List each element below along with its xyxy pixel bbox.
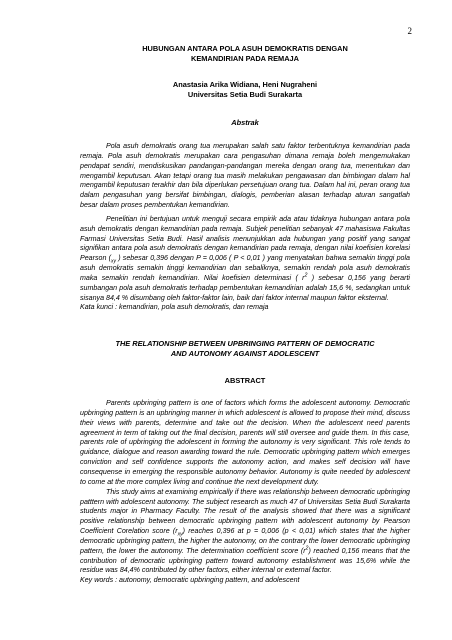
english-paragraph-1: Parents upbringing pattern is one of factors which forms the adolescent autonomy. Democratic upbringing pattern is an upbringing manner in which adolescent is allowed to propose their mind, discuss their views with parents, determine and take out the decision. When the adolescent need parents agreement in term of taking out the final decision, parents will still oversee and guide them. In this case, parents role of upbringing the adolescent in forming the autonomy is very significant. This role tends to guidance, dialogue and reason awarding toward the rule. Democratic upbringing pattern which emerges conviction and self confidence supports the autonomy action, and makes self decision will have consequense in emerging the responsible autonomy behavior. Autonomy is quite needed by adolescent to come at the more complex living and continue the next development duty.	[80, 399, 410, 486]
keywords: Key words : autonomy, democratic upbringing pattern, and adolescent	[80, 576, 300, 585]
authors: Anastasia Arika Widiana, Heni Nugraheni	[172, 80, 318, 90]
author-block	[80, 80, 410, 99]
english-p2-superscript: 2	[305, 545, 309, 552]
abstract-heading: Abstrak	[231, 118, 259, 128]
page-number: 2	[407, 26, 412, 36]
title-line-1: HUBUNGAN ANTARA POLA ASUH DEMOKRATIS DENGAN	[142, 44, 348, 53]
english-p2-part-b: ) reaches 0,396 at p = 0,006 (p < 0,01) which states that the higher democratic upbringing pattern, the higher the autonomy, on the contrary the lower democratic upbringing pattern, the lower the autonomy. The determination coefficient score (r	[80, 527, 410, 555]
paper-content	[80, 44, 410, 586]
abstrak-p2-part-c: ) sebesar 0,156 yang berarti sumbangan pola asuh demokratis terhadap pembentukan kemandirian adalah 15,6 %, sedangkan untuk sisanya 84,4 % disumbang oleh faktor-faktor lain, baik dari faktor internal maupun faktor eksternal.	[80, 273, 410, 302]
abstrak-p2-superscript: 2	[304, 272, 308, 279]
english-title-line-1: THE RELATIONSHIP BETWEEN UPBRINGING PATTERN OF DEMOCRATIC	[115, 339, 375, 349]
abstrak-body	[80, 142, 410, 313]
english-abstract-body	[80, 399, 410, 586]
english-title-line-2: AND AUTONOMY AGAINST ADOLESCENT	[170, 348, 320, 358]
english-title	[80, 339, 410, 358]
paper-title	[80, 44, 410, 63]
abstrak-p2-subscript: xy	[111, 258, 116, 265]
english-p2-subscript: xy	[177, 531, 183, 538]
abstrak-p2-part-b: ) sebesar 0,396 dengan P = 0,006 ( P < 0,01 ) yang menyatakan bahwa semakin tinggi pola asuh demokratis semakin tinggi kemandirian dan sebaliknya, semakin rendah pola asuh demokratis maka semakin rendah kemandirian. Nilai koefisien determinasi ( r	[80, 254, 410, 282]
english-paragraph-2	[80, 488, 410, 577]
english-p2-part-a: This study aims at examining empirically if there was relationship between democratic upbringing patttern with adolescent autonomy. The subject research as much 47 of Universitas Setia Budi Surakarta students major in Pharmacy Faculty. The result of the analysis showed that there was a significant positive relationship between democratic upbringing pattern with adolescent autonomy by Pearson Coefficient Corelation score (r	[80, 487, 410, 536]
english-abstract-heading: ABSTRACT	[224, 375, 266, 385]
affiliation: Universitas Setia Budi Surakarta	[187, 89, 303, 99]
abstrak-paragraph-1: Pola asuh demokratis orang tua merupakan salah satu faktor terbentuknya kemandirian pada remaja. Pola asuh demokratis merupakan cara pengasuhan dimana remaja boleh mengemukakan pendapat sendiri, mendiskusikan pandangan-pandangan mereka dengan orang tua, menentukan dan mengambil keputusan. Akan tetapi orang tua masih melakukan pengawasan dan bimbingan dalam hal mengambil keputusan terakhir dan bila diperlukan persetujuan orang tua. Dalam hal ini, peran orang tua dalam pengasuhan yang bersifat bimbingan, dialogis, pemberian alasan terhadap aturan sangatlah besar dalam proses pembentukan kemandirian.	[80, 141, 410, 210]
abstrak-p2-part-a: Penelitian ini bertujuan untuk menguji secara empirik ada atau tidaknya hubungan antara pola asuh demokratis dengan kemandirian pada remaja. Subjek penelitian sebanyak 47 mahasiswa Fakultas Farmasi Universitas Setia Budi. Hasil analisis menunjukkan ada hubungan yang positif yang sangat signifikan antara pola asuh demokratis dengan kemandirian pada remaja, dengan nilai koefisien korelasi Pearson (	[80, 214, 410, 263]
abstrak-paragraph-2	[80, 215, 410, 304]
title-line-2: KEMANDIRIAN PADA REMAJA	[191, 53, 299, 63]
kata-kunci: Kata kunci : kemandirian, pola asuh demokratis, dan remaja	[80, 303, 269, 312]
english-p2-part-c: ) reached 0,156 means that the contribution of democratic upbringing pattern toward autonomy establishment was 15,6% while the residue was 84,4% contributed by other factors, either internal or external factor.	[80, 546, 411, 575]
